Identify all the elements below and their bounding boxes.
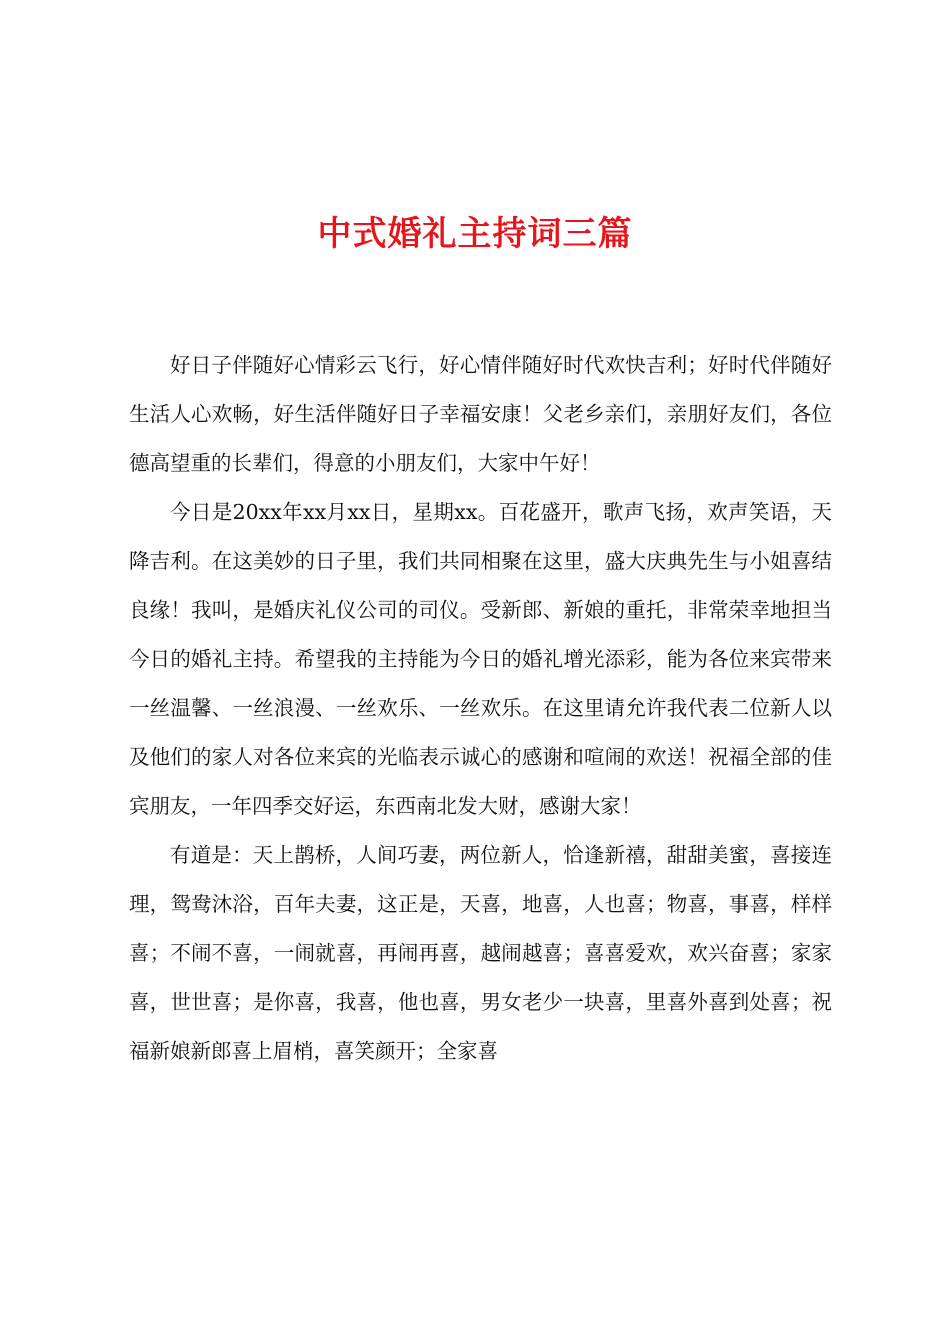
paragraph-1: 好日子伴随好心情彩云飞行，好心情伴随好时代欢快吉利；好时代伴随好生活人心欢畅，好生活伴随好日子幸福安康！父老乡亲们，亲朋好友们，各位德高望重的长辈们，得意的小朋友们，大家中午好！ (129, 353, 832, 475)
paragraph-2: 今日是20xx年xx月xx日，星期xx。百花盛开，歌声飞扬，欢声笑语，天降吉利。在这美妙的日子里，我们共同相聚在这里，盛大庆典先生与小姐喜结良缘！我叫，是婚庆礼仪公司的司仪。受新郎、新娘的重托，非常荣幸地担当今日的婚礼主持。希望我的主持能为今日的婚礼增光添彩，能为各位来宾带来一丝温馨、一丝浪漫、一丝欢乐、一丝欢乐。在这里请允许我代表二位新人以及他们的家人对各位来宾的光临表示诚心的感谢和喧闹的欢送！祝福全部的佳宾朋友，一年四季交好运，东西南北发大财，感谢大家！ (129, 500, 832, 818)
paragraph-3: 有道是：天上鹊桥，人间巧妻，两位新人，恰逢新禧，甜甜美蜜，喜接连理，鸳鸯沐浴，百年夫妻，这正是，天喜，地喜，人也喜；物喜，事喜，样样喜；不闹不喜，一闹就喜，再闹再喜，越闹越喜；喜喜爱欢，欢兴奋喜；家家喜，世世喜；是你喜，我喜，他也喜，男女老少一块喜，里喜外喜到处喜；祝福新娘新郎喜上眉梢，喜笑颜开；全家喜 (129, 843, 832, 1063)
document-body (129, 341, 832, 1076)
page-title: 中式婚礼主持词三篇 (317, 214, 633, 254)
